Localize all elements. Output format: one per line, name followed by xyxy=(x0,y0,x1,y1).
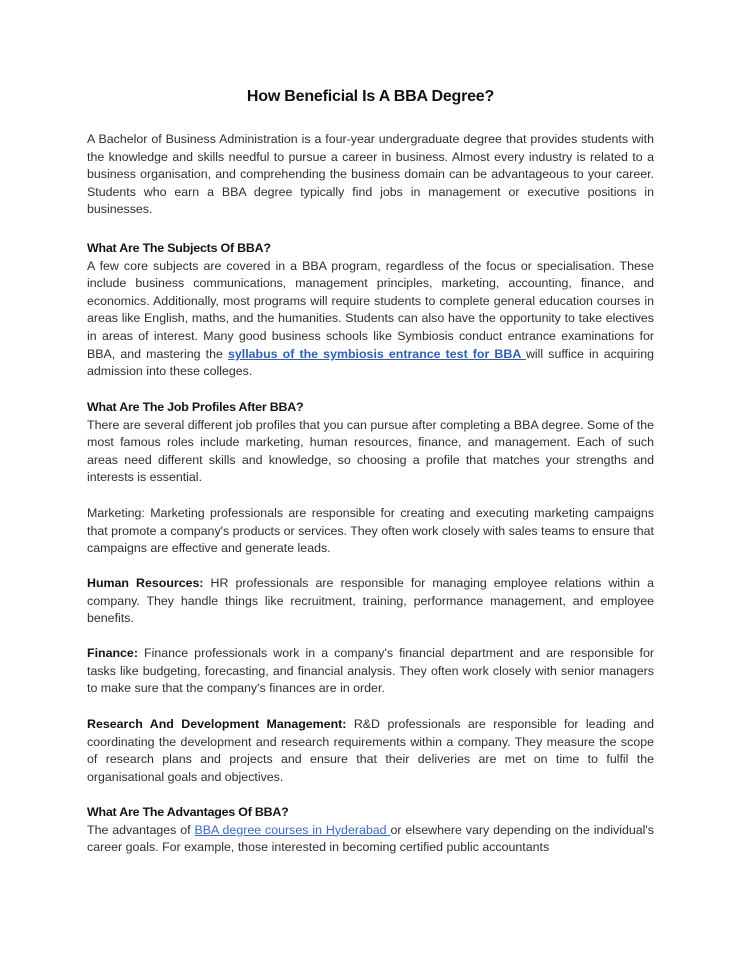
section-text: will suffice in acquiring admission into these colleges. xyxy=(87,346,654,379)
profile-text: Marketing: Marketing professionals are responsible for creating and executing marketing campaigns that promote a company's products or services. They often work closely with sales teams to ensure that campaigns are effective and generate leads. xyxy=(87,506,654,556)
profile-label: Finance: xyxy=(87,646,138,660)
section-text: or elsewhere vary depending on the individual's career goals. For example, those interested in becoming certified public accountants xyxy=(87,822,654,855)
section-heading: What Are The Subjects Of BBA? xyxy=(87,241,271,255)
section-text: A few core subjects are covered in a BBA program, regardless of the focus or specialisation. These include business communications, management principles, marketing, accounting, finance, and economics. Additionally, most programs will require students to complete general education courses in areas like English, maths, and the humanities. Students can also have the opportunity to take electives in areas of interest. Many good business schools like Symbiosis conduct entrance examinations for BBA, and mastering the xyxy=(87,258,654,361)
profile-text: HR professionals are responsible for managing employee relations within a company. They handle things like recruitment, training, performance management, and employee benefits. xyxy=(87,576,654,626)
section-heading: What Are The Job Profiles After BBA? xyxy=(87,400,304,414)
profile-research-development xyxy=(87,716,654,786)
section-text: There are several different job profiles that you can pursue after completing a BBA degree. Some of the most famous roles include marketing, human resources, finance, and management. Each of such areas need different skills and knowledge, so choosing a profile that matches your strengths and interests is essential. xyxy=(87,417,654,485)
advantages-section xyxy=(87,804,654,857)
subjects-section xyxy=(87,240,654,381)
symbiosis-syllabus-link[interactable]: syllabus of the symbiosis entrance test for BBA xyxy=(227,346,526,361)
bba-hyderabad-link[interactable]: BBA degree courses in Hyderabad xyxy=(194,822,391,837)
profile-finance xyxy=(87,645,654,698)
section-heading: What Are The Advantages Of BBA? xyxy=(87,805,289,819)
section-text: The advantages of xyxy=(87,822,195,837)
profile-marketing xyxy=(87,505,654,558)
job-profiles-section xyxy=(87,399,654,487)
profile-text: Finance professionals work in a company's financial department and are responsible for tasks like budgeting, forecasting, and financial analysis. They often work closely with senior managers to make sure that the company's finances are in order. xyxy=(87,646,654,696)
profile-text: R&D professionals are responsible for leading and coordinating the development and research requirements within a company. They measure the scope of research plans and projects and ensure that their deliveries are met on time to fulfil the organisational goals and objectives. xyxy=(87,717,654,784)
profile-label: Human Resources: xyxy=(87,576,204,590)
profile-label: Research And Development Management: xyxy=(87,717,347,731)
profile-human-resources xyxy=(87,575,654,628)
page-title: How Beneficial Is A BBA Degree? xyxy=(246,88,495,105)
intro-paragraph: A Bachelor of Business Administration is a four-year undergraduate degree that provides students with the knowledge and skills needful to pursue a career in business. Almost every industry is related to a business organisation, and comprehending the business domain can be advantageous to your career. Students who earn a BBA degree typically find jobs in management or executive positions in businesses. xyxy=(87,132,654,217)
